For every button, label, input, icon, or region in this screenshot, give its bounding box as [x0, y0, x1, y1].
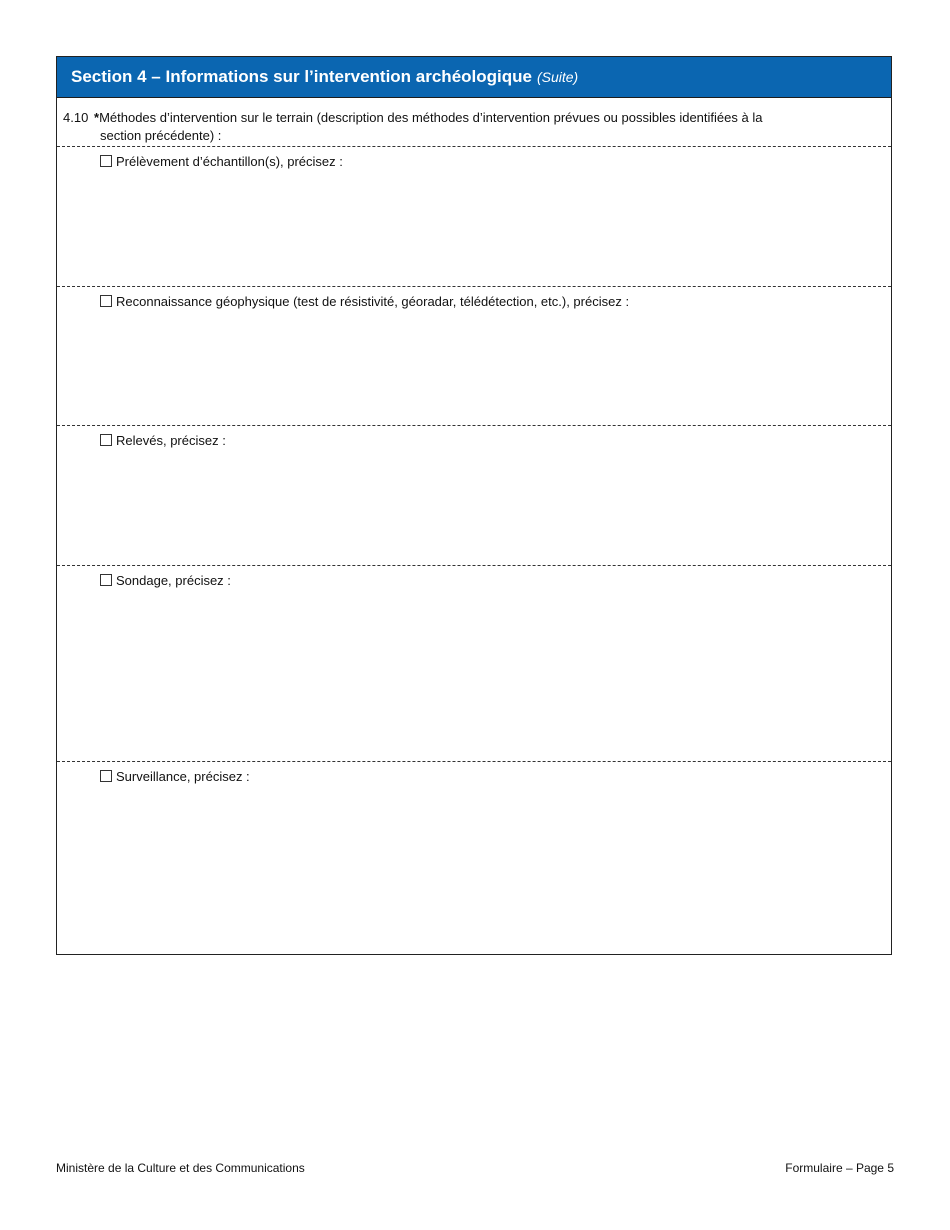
checkbox-prelevement[interactable] — [100, 155, 112, 167]
option-surveillance[interactable] — [57, 761, 891, 954]
section-title: Section 4 – Informations sur l’intervention archéologique — [71, 67, 532, 86]
option-row — [100, 153, 343, 170]
option-label-surveillance: Surveillance, précisez : — [116, 769, 250, 784]
section-suffix: (Suite) — [536, 69, 579, 85]
option-label-prelevement: Prélèvement d’échantillon(s), précisez : — [116, 154, 343, 169]
option-row — [100, 768, 250, 785]
section-header — [57, 57, 891, 98]
footer-ministry: Ministère de la Culture et des Communications — [56, 1161, 305, 1175]
option-prelevement[interactable] — [57, 146, 891, 286]
option-row — [100, 572, 231, 589]
option-label-sondage: Sondage, précisez : — [116, 573, 231, 588]
question-number: 4.10 — [63, 110, 89, 125]
option-row — [100, 293, 629, 310]
checkbox-reconnaissance-geophysique[interactable] — [100, 295, 112, 307]
option-label-reconnaissance-geophysique: Reconnaissance géophysique (test de résistivité, géoradar, télédétection, etc.), précisez : — [116, 294, 630, 309]
option-releves[interactable] — [57, 425, 891, 565]
question-4-10 — [63, 109, 853, 145]
form-section-box — [56, 56, 892, 955]
checkbox-surveillance[interactable] — [100, 770, 112, 782]
required-marker: * — [94, 110, 100, 125]
option-row — [100, 432, 226, 449]
footer-page-number: Formulaire – Page 5 — [785, 1161, 894, 1175]
checkbox-sondage[interactable] — [100, 574, 112, 586]
question-text-line1: Méthodes d’intervention sur le terrain (description des méthodes d’intervention prévues ou possibles identifiées à la — [99, 110, 763, 125]
checkbox-releves[interactable] — [100, 434, 112, 446]
question-text-line2: section précédente) : — [100, 128, 222, 143]
option-reconnaissance-geophysique[interactable] — [57, 286, 891, 425]
option-label-releves: Relevés, précisez : — [116, 433, 226, 448]
option-sondage[interactable] — [57, 565, 891, 761]
